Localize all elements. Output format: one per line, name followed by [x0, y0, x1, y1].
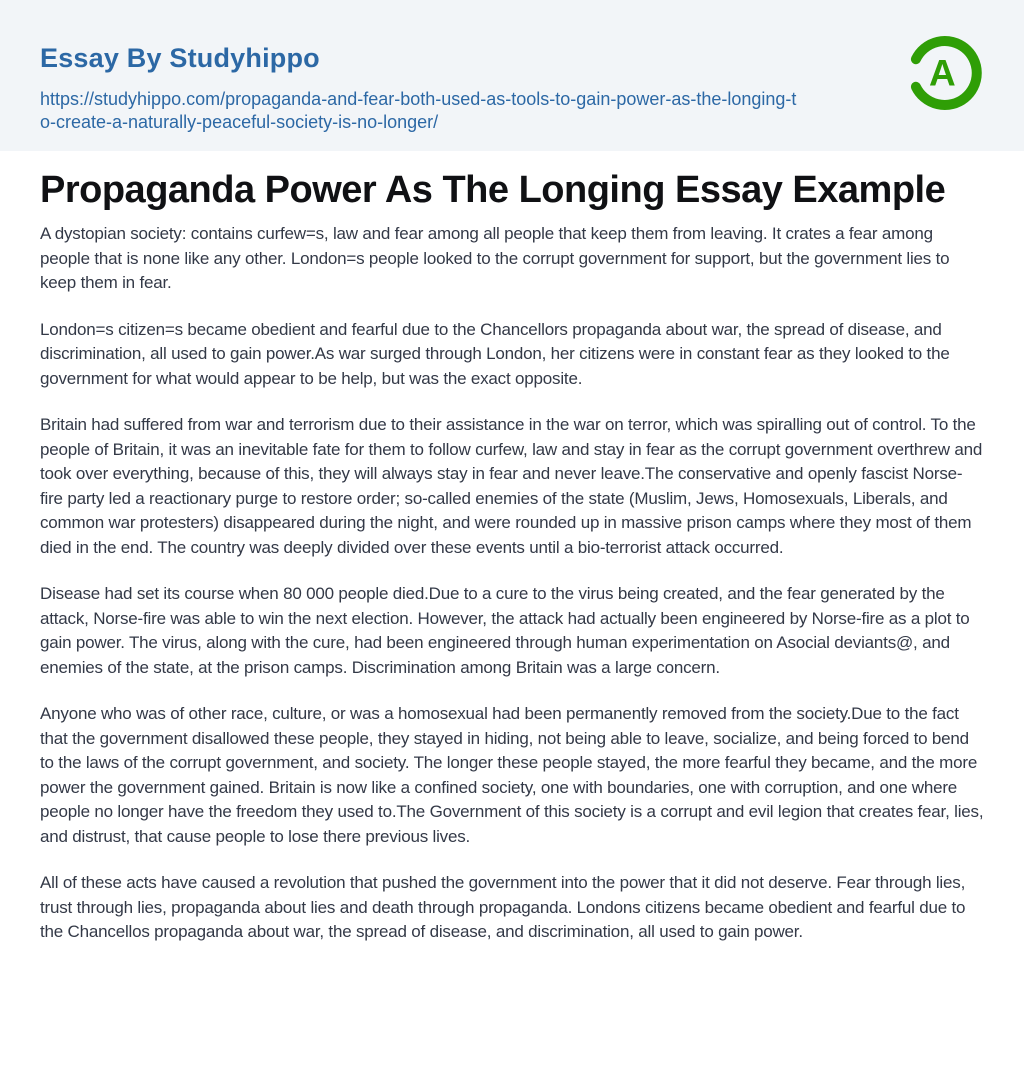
- logo-letter: A: [929, 52, 956, 94]
- page-header: [0, 0, 1024, 151]
- essay-paragraph-3: Britain had suffered from war and terrorism due to their assistance in the war on terror, which was spiralling out of control. To the people of Britain, it was an inevitable fate for them to follow curfew, law and stay in fear as the corrupt government overthrew and took over everything, because of this, they will always stay in fear and never leave.The conservative and openly fascist Norse-fire party led a reactionary purge to restore order; so-called enemies of the state (Muslim, Jews, Homosexuals, Liberals, and common war protesters) disappeared during the night, and were rounded up in massive prison camps where they most of them died in the end. The country was deeply divided over these events until a bio-terrorist attack occurred.: [40, 415, 983, 557]
- header-text-block: [40, 42, 984, 134]
- essay-paragraph-5: Anyone who was of other race, culture, or was a homosexual had been permanently removed from the society.Due to the fact that the government disallowed these people, they stayed in hiding, not being able to leave, socialize, and being forced to bend to the laws of the corrupt government, and society. The longer these people stayed, the more fearful they became, and the more power the government gained. Britain is now like a confined society, one with boundaries, one with corruption, and one where people no longer have the freedom they used to.The Government of this society is a corrupt and evil legion that creates fear, lies, and distrust, that cause people to lose there previous lives.: [40, 704, 984, 846]
- essay-title: Propaganda Power As The Longing Essay Example: [40, 169, 946, 211]
- site-title: Essay By Studyhippo: [40, 43, 320, 73]
- essay-paragraph-1: A dystopian society: contains curfew=s, law and fear among all people that keep them from leaving. It crates a fear among people that is none like any other. London=s people looked to the corrupt government for support, but the government lies to keep them in fear.: [40, 224, 950, 292]
- essay-paragraph-6: All of these acts have caused a revolution that pushed the government into the power that it did not deserve. Fear through lies, trust through lies, propaganda about lies and death through propaganda. Londons citizens became obedient and fearful due to the Chancellos propaganda about war, the spread of disease, and discrimination, all used to gain power.: [40, 873, 966, 941]
- essay-paragraph-2: London=s citizen=s became obedient and fearful due to the Chancellors propaganda about war, the spread of disease, and discrimination, all used to gain power.As war surged through London, her citizens were in constant fear as they looked to the government for what would appear to be help, but was the exact opposite.: [40, 319, 950, 388]
- source-url-link[interactable]: https://studyhippo.com/propaganda-and-fear-both-used-as-tools-to-gain-power-as-the-longing-to-create-a-naturally-peaceful-society-is-no-longer/: [40, 89, 797, 133]
- essay-paragraph-4: Disease had set its course when 80 000 people died.Due to a cure to the virus being created, and the fear generated by the attack, Norse-fire was able to win the next election. However, the attack had actually been engineered by Norse-fire as a plot to gain power. The virus, along with the cure, had been engineered through human experimentation on Asocial deviants@, and enemies of the state, at the prison camps. Discrimination among Britain was a large concern.: [40, 584, 970, 677]
- studyhippo-logo[interactable]: [904, 33, 984, 113]
- essay-article: [0, 151, 1024, 1005]
